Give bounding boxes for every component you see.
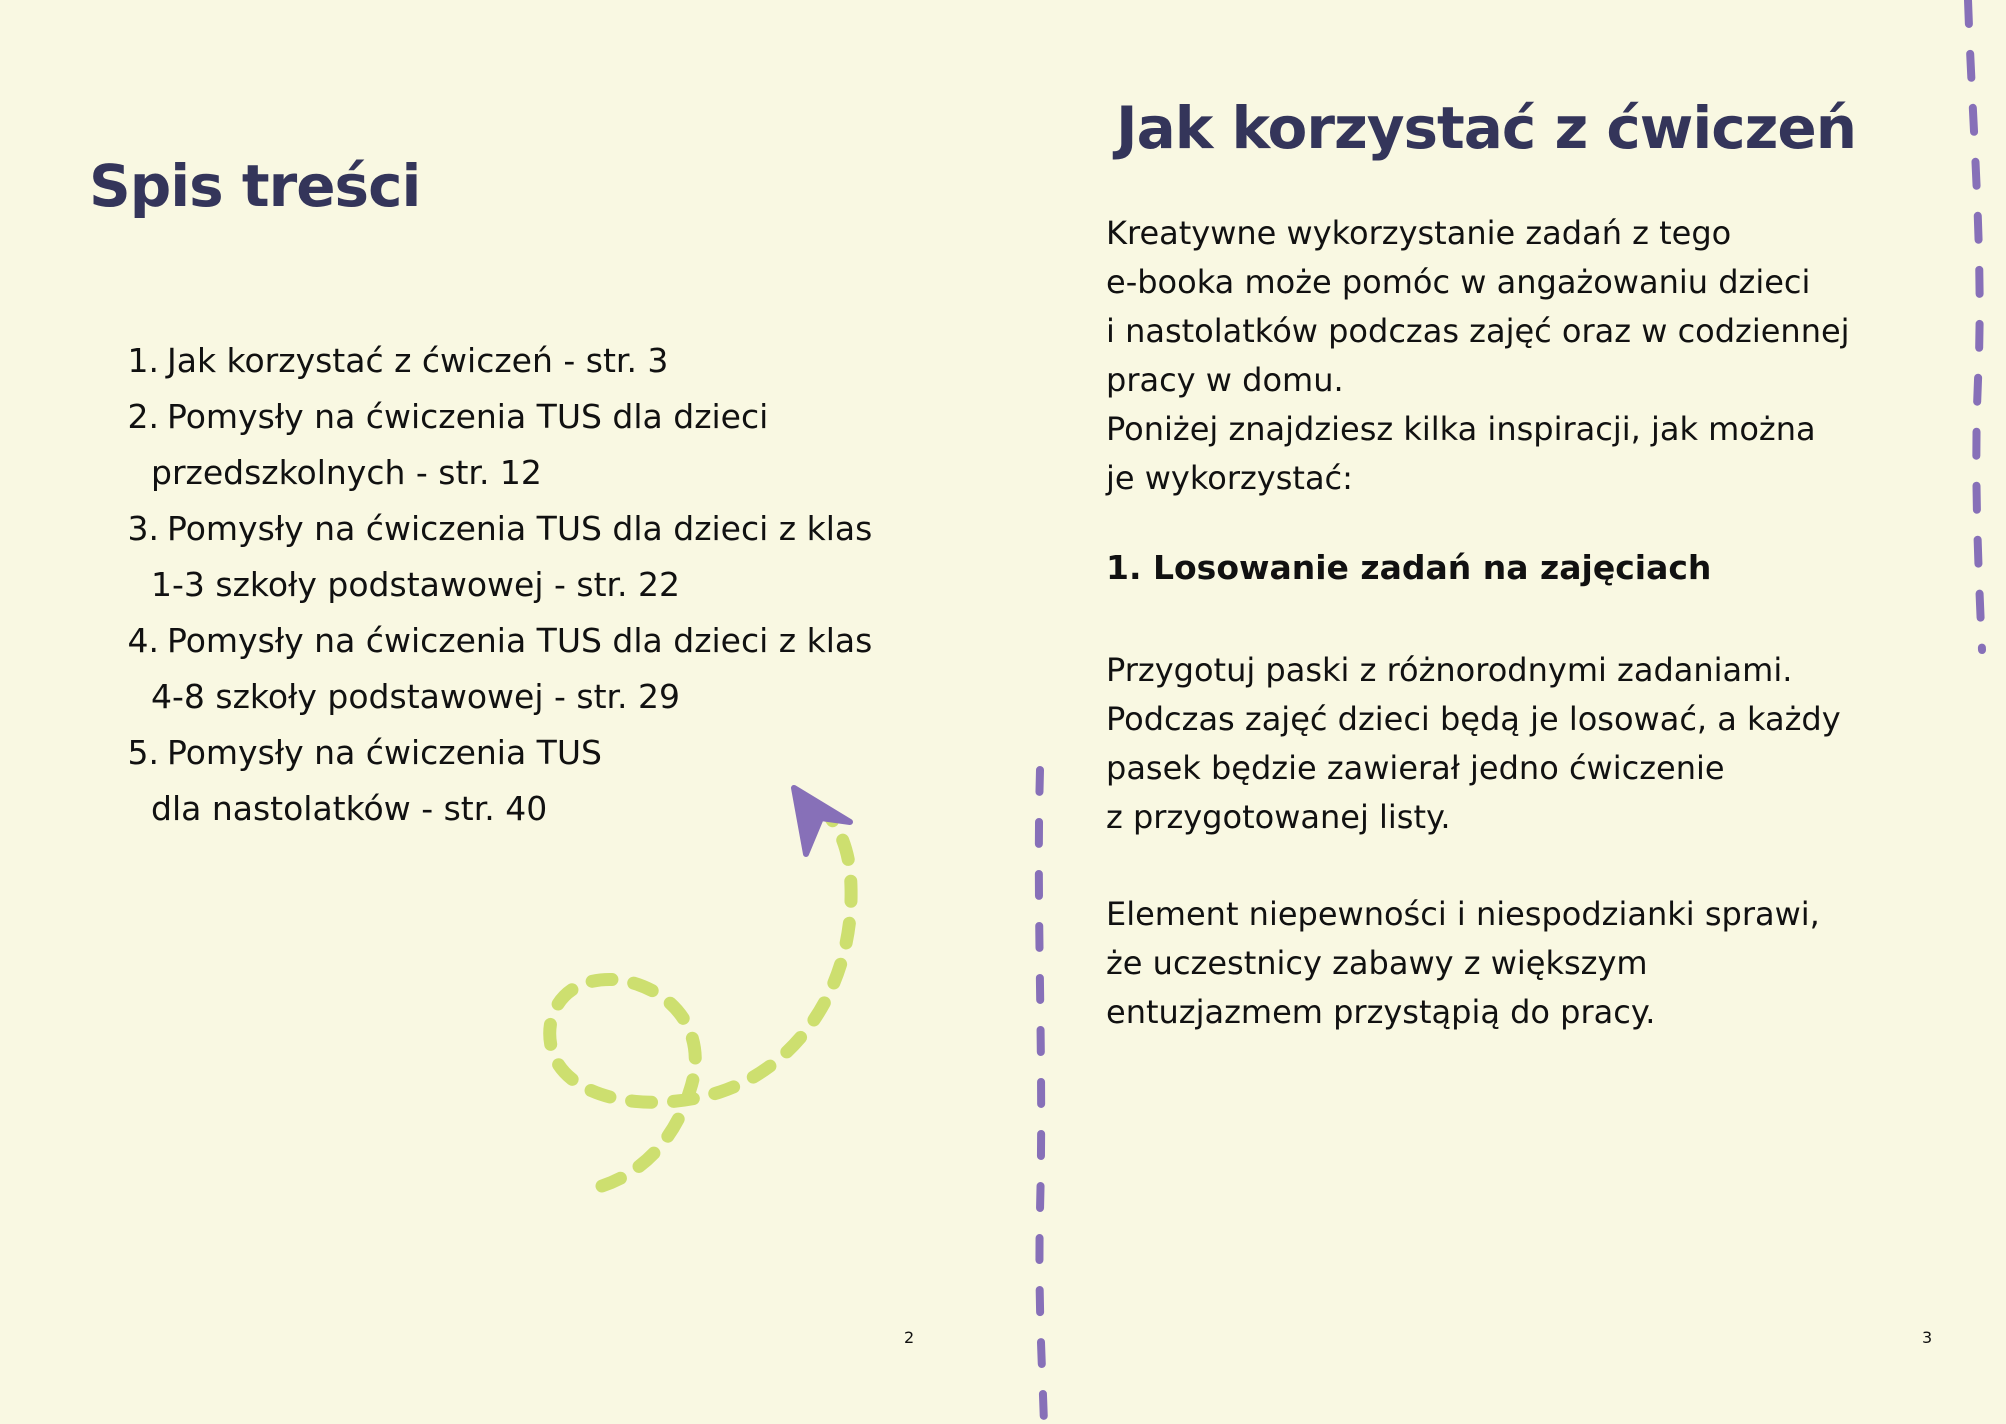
text-line: Przygotuj paski z różnorodnymi zadaniami.: [1106, 651, 1793, 689]
text-line: Podczas zajęć dzieci będą je losować, a każdy: [1106, 700, 1841, 738]
toc-item-number: 1.: [127, 341, 159, 380]
toc-item-number: 3.: [127, 509, 159, 548]
table-of-contents: [115, 333, 872, 837]
dashed-loop-arrow-icon: [520, 770, 880, 1210]
section-heading: 1. Losowanie zadań na zajęciach: [1106, 548, 1712, 587]
page-number: 3: [1922, 1328, 1933, 1347]
toc-item-text: Jak korzystać z ćwiczeń - str. 3: [167, 341, 669, 380]
toc-item[interactable]: [115, 501, 872, 613]
right-page: [1040, 0, 2006, 1424]
toc-item-text: Pomysły na ćwiczenia TUS dla dzieci z klas: [167, 621, 873, 660]
toc-item-text-continued: przedszkolnych - str. 12: [151, 453, 542, 492]
toc-item-number: 4.: [127, 621, 159, 660]
text-line: e-booka może pomóc w angażowaniu dzieci: [1106, 263, 1811, 301]
text-line: Kreatywne wykorzystanie zadań z tego: [1106, 214, 1732, 252]
text-line: pracy w domu.: [1106, 361, 1344, 399]
body-paragraph: [1106, 646, 1956, 842]
text-line: z przygotowanej listy.: [1106, 798, 1451, 836]
toc-item-number: 5.: [127, 733, 159, 772]
body-paragraph: [1106, 890, 1956, 1037]
toc-item-number: 2.: [127, 397, 159, 436]
intro-paragraph: [1106, 209, 1956, 503]
text-line: entuzjazmem przystąpią do pracy.: [1106, 993, 1656, 1031]
toc-item-text-continued: 1-3 szkoły podstawowej - str. 22: [151, 565, 681, 604]
page-number: 2: [904, 1328, 915, 1347]
text-line: Poniżej znajdziesz kilka inspiracji, jak można: [1106, 410, 1816, 448]
text-line: i nastolatków podczas zajęć oraz w codziennej: [1106, 312, 1850, 350]
page-title: Jak korzystać z ćwiczeń: [1116, 94, 1857, 162]
toc-item[interactable]: [115, 613, 872, 725]
text-line: Element niepewności i niespodzianki sprawi,: [1106, 895, 1820, 933]
toc-item-text: Pomysły na ćwiczenia TUS: [167, 733, 602, 772]
toc-item[interactable]: [115, 389, 872, 501]
text-line: pasek będzie zawierał jedno ćwiczenie: [1106, 749, 1725, 787]
text-line: je wykorzystać:: [1106, 459, 1353, 497]
toc-title: Spis treści: [89, 152, 421, 220]
toc-item-text: Pomysły na ćwiczenia TUS dla dzieci z klas: [167, 509, 873, 548]
text-line: że uczestnicy zabawy z większym: [1106, 944, 1648, 982]
toc-item[interactable]: [115, 333, 872, 389]
toc-item-text-continued: 4-8 szkoły podstawowej - str. 29: [151, 677, 681, 716]
toc-item-text: Pomysły na ćwiczenia TUS dla dzieci: [167, 397, 769, 436]
toc-item-text-continued: dla nastolatków - str. 40: [151, 789, 548, 828]
